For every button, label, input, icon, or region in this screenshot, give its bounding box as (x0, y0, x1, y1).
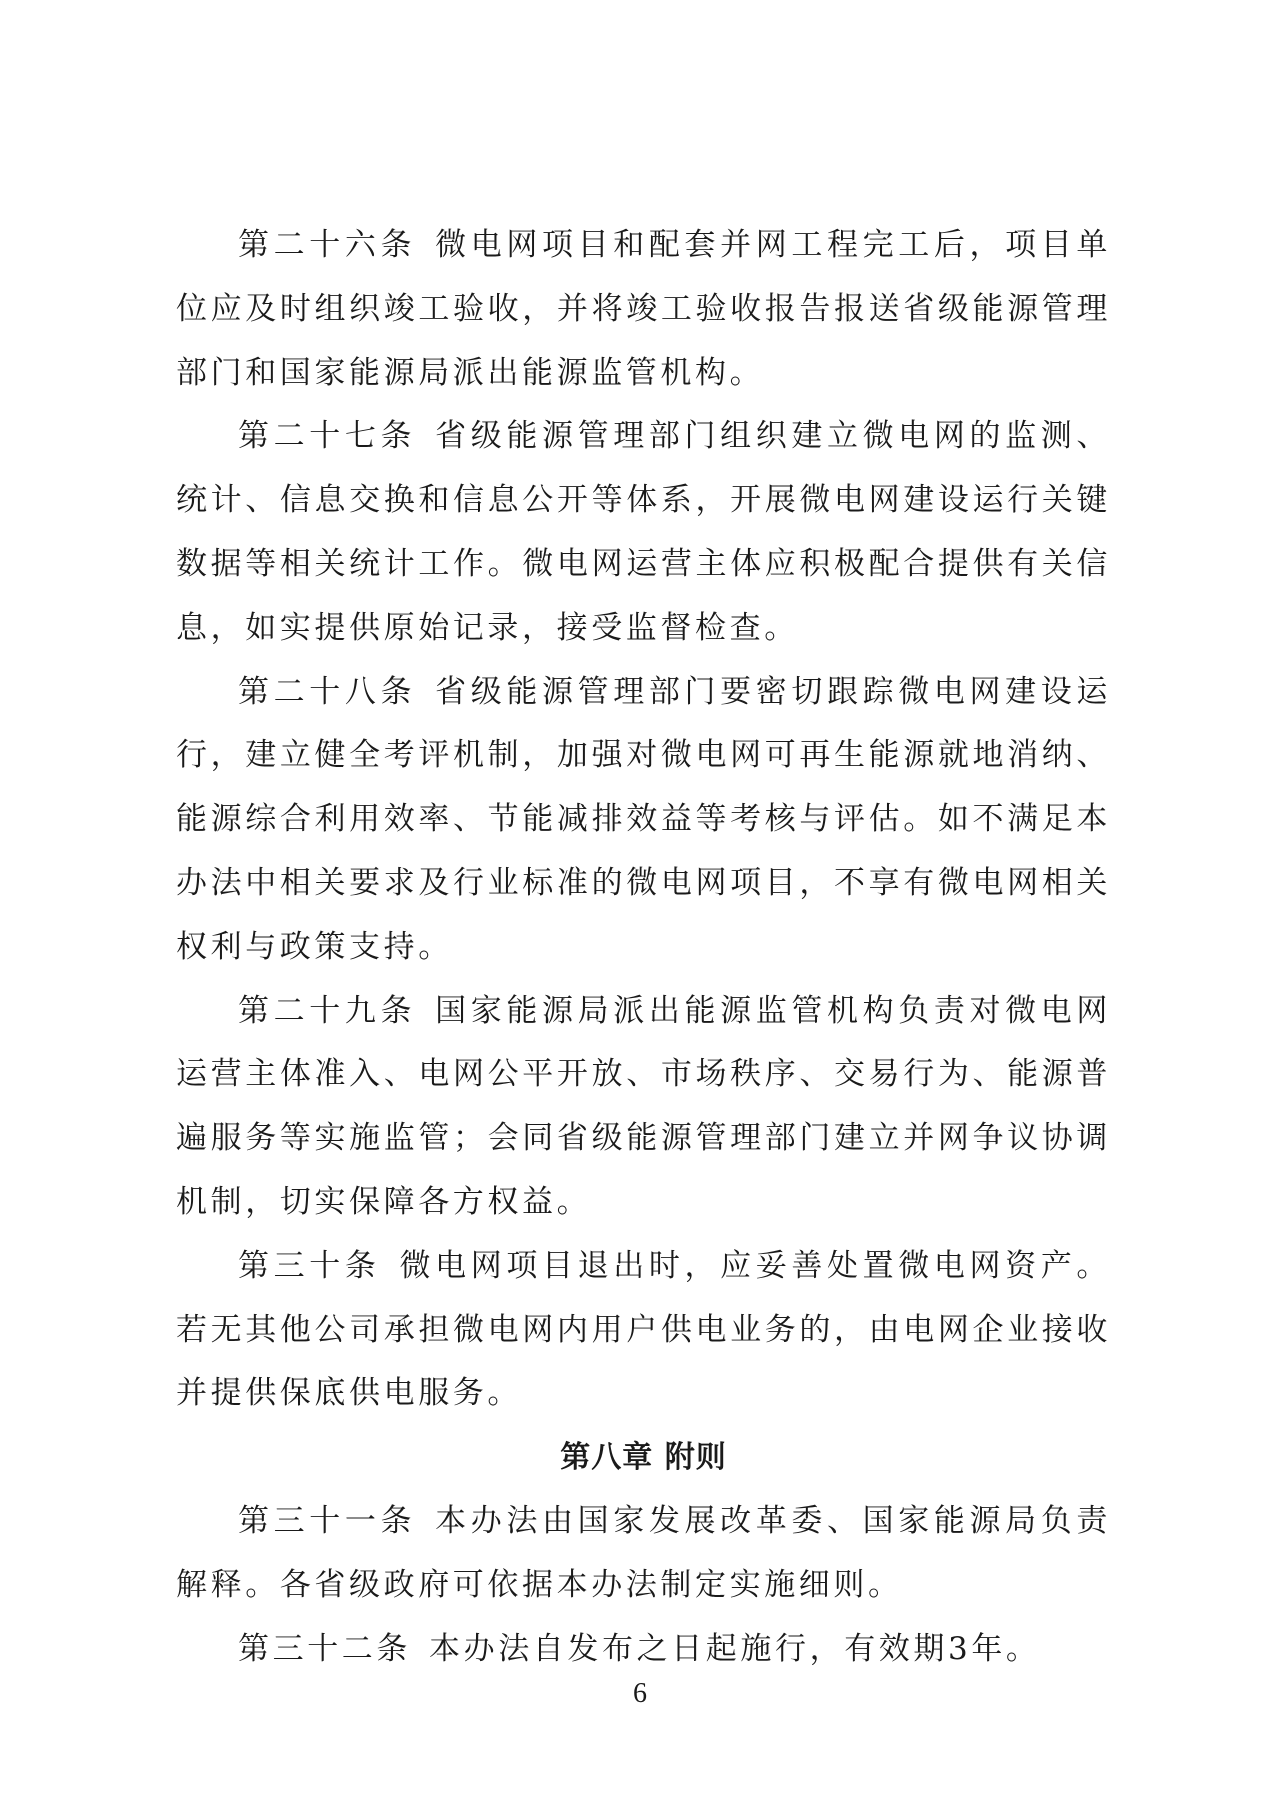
article-number: 第三十条 (238, 1247, 381, 1284)
article-32 (176, 1618, 1111, 1682)
article-number: 第三十一条 (238, 1502, 417, 1539)
article-number: 第二十七条 (238, 418, 417, 455)
article-27 (176, 405, 1111, 660)
article-number: 第二十六条 (238, 227, 417, 263)
page-number: 6 (633, 1678, 647, 1709)
article-number: 第二十九条 (238, 992, 417, 1029)
article-text: 省级能源管理部门要密切跟踪微电网建设运行，建立健全考评机制，加强对微电网可再生能源就地消纳、能源综合利用效率、节能减排效益等考核与评估。如不满足本办法中相关要求及行业标准的微电网项目，不享有微电网相关权利与政策支持。 (176, 673, 1111, 965)
article-text: 微电网项目和配套并网工程完工后，项目单位应及时组织竣工验收，并将竣工验收报告报送省级能源管理部门和国家能源局派出能源监管机构。 (176, 227, 1111, 391)
article-30 (176, 1235, 1111, 1426)
chapter-heading: 第八章 附则 (560, 1440, 727, 1476)
article-29 (176, 980, 1111, 1235)
article-text: 国家能源局派出能源监管机构负责对微电网运营主体准入、电网公平开放、市场秩序、交易行为、能源普遍服务等实施监管；会同省级能源管理部门建立并网争议协调机制，切实保障各方权益。 (176, 992, 1111, 1220)
article-text: 本办法由国家发展改革委、国家能源局负责解释。各省级政府可依据本办法制定实施细则。 (176, 1502, 1111, 1603)
article-text: 省级能源管理部门组织建立微电网的监测、统计、信息交换和信息公开等体系，开展微电网建设运行关键数据等相关统计工作。微电网运营主体应积极配合提供有关信息，如实提供原始记录，接受监督检查。 (176, 418, 1111, 646)
document-body (176, 214, 1111, 1681)
article-26 (176, 214, 1111, 405)
article-28 (176, 661, 1111, 980)
article-text: 本办法自发布之日起施行，有效期3年。 (429, 1630, 1041, 1667)
article-number: 第三十二条 (238, 1630, 411, 1667)
article-31 (176, 1490, 1111, 1618)
article-number: 第二十八条 (238, 673, 417, 710)
article-text: 微电网项目退出时，应妥善处置微电网资产。若无其他公司承担微电网内用户供电业务的，由电网企业接收并提供保底供电服务。 (176, 1247, 1111, 1412)
